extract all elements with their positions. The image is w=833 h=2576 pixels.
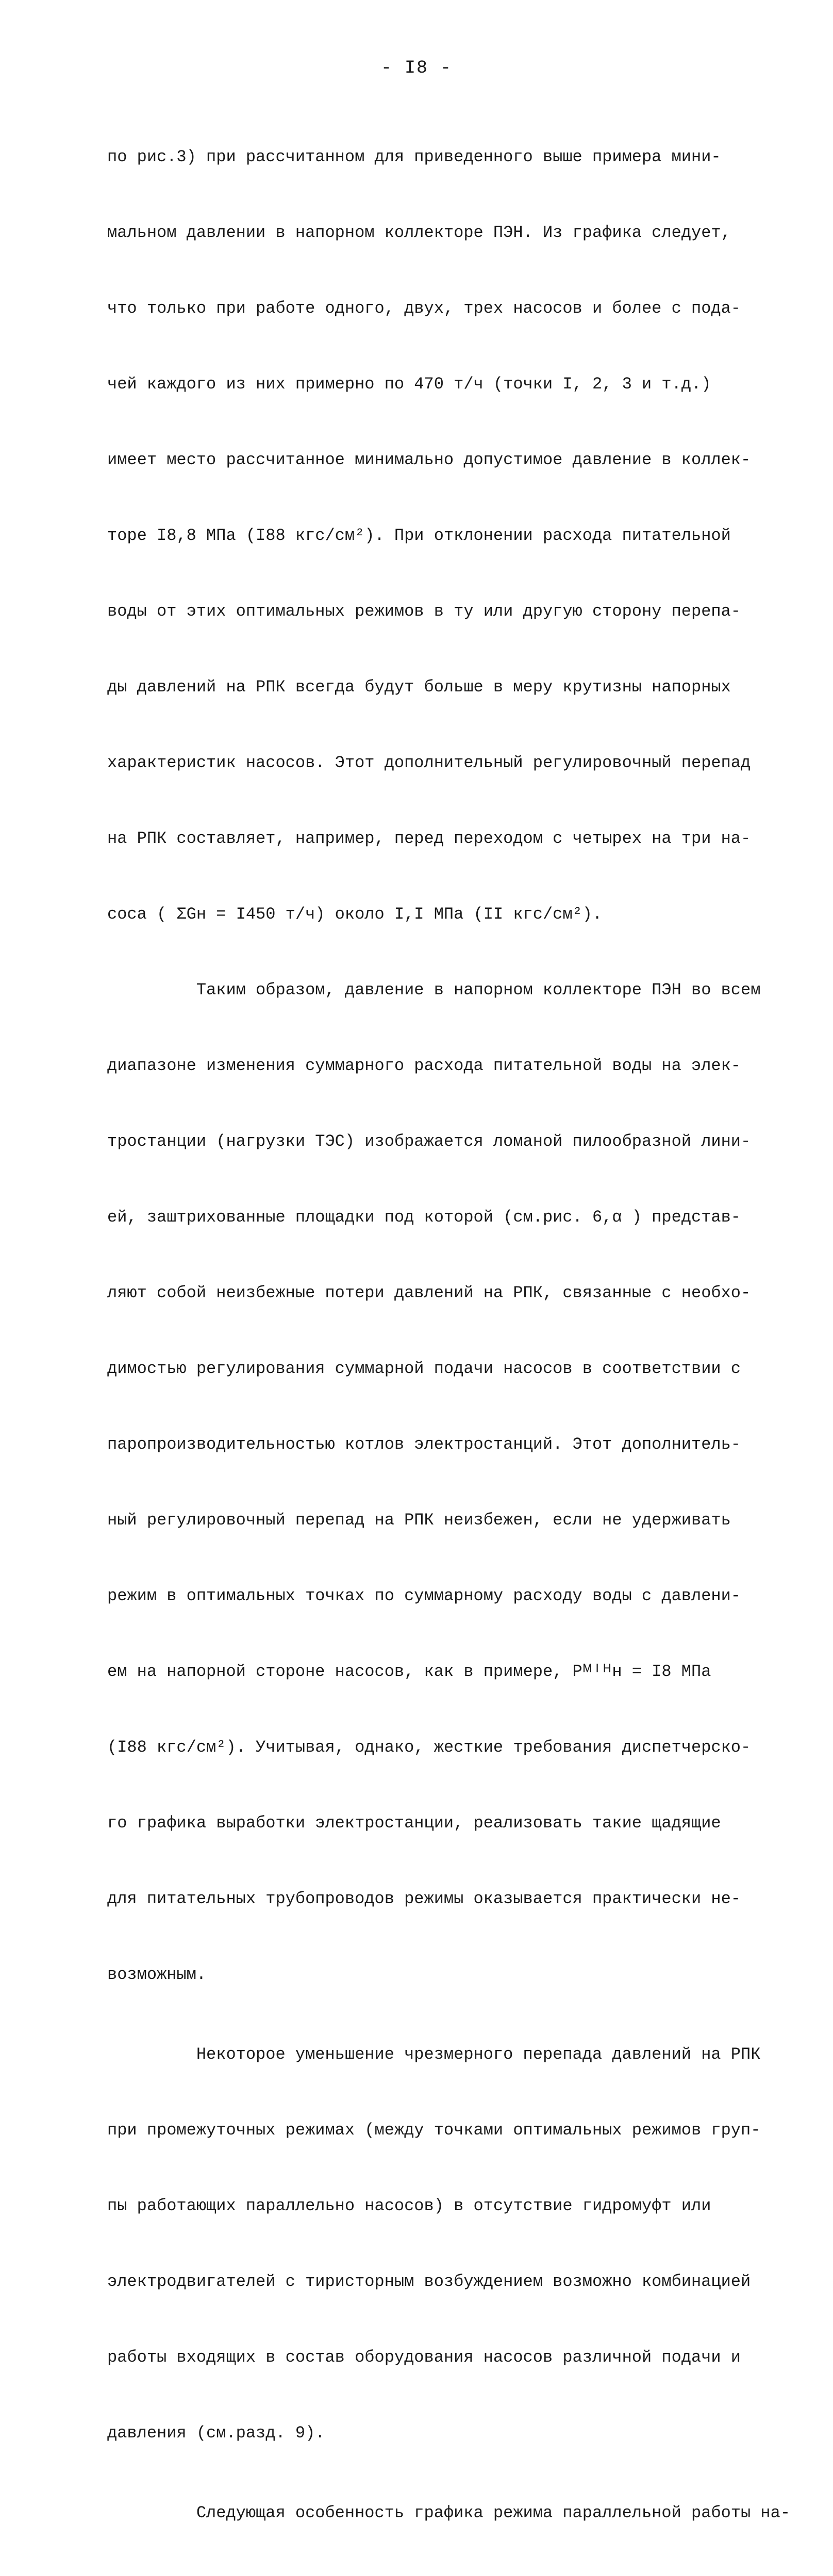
text-line: димостью регулирования суммарной подачи насосов в соответствии с <box>107 1359 741 1378</box>
text-line: что только при работе одного, двух, трех насосов и более с пода- <box>107 299 741 318</box>
text-line: для питательных трубопроводов режимы оказывается практически не- <box>107 1889 741 1908</box>
text-line: электродвигателей с тиристорным возбуждением возможно комбинацией <box>107 2272 751 2291</box>
text-line: на РПК составляет, например, перед переходом с четырех на три на- <box>107 829 751 848</box>
text-line: пы работающих параллельно насосов) в отсутствие гидромуфт или <box>107 2196 711 2215</box>
text-line: (I88 кгс/см²). Учитывая, однако, жесткие требования диспетчерско- <box>107 1738 751 1757</box>
page-number: - I8 - <box>380 58 453 78</box>
text-line: при промежуточных режимах (между точками оптимальных режимов груп- <box>107 2121 761 2140</box>
text-line: тростанции (нагрузки ТЭС) изображается ломаной пилообразной лини- <box>107 1132 751 1151</box>
text-line: паропроизводительностью котлов электростанций. Этот дополнитель- <box>107 1435 741 1454</box>
text-line: го графика выработки электростанции, реализовать такие щадящие <box>107 1814 721 1833</box>
text-line: ный регулировочный перепад на РПК неизбежен, если не удерживать <box>107 1511 731 1530</box>
text-line: диапазоне изменения суммарного расхода питательной воды на элек- <box>107 1056 741 1075</box>
text-line: воды от этих оптимальных режимов в ту или другую сторону перепа- <box>107 602 741 621</box>
text-line: ляют собой неизбежные потери давлений на РПК, связанные с необхо- <box>107 1283 751 1302</box>
text-line: ды давлений на РПК всегда будут больше в меру крутизны напорных <box>107 677 731 697</box>
text-line: возможным. <box>107 1965 207 1984</box>
text-line: чей каждого из них примерно по 470 т/ч (точки I, 2, 3 и т.д.) <box>107 375 711 394</box>
text-line: характеристик насосов. Этот дополнительный регулировочный перепад <box>107 753 751 772</box>
text-line: торе I8,8 МПа (I88 кгс/см²). При отклонении расхода питательной <box>107 526 731 545</box>
text-line: по рис.3) при рассчитанном для приведенного выше примера мини- <box>107 147 721 166</box>
text-line: ем на напорной стороне насосов, как в примере, Pᴹᴵᴴн = I8 МПа <box>107 1662 711 1681</box>
body-text <box>107 94 791 2576</box>
text-line: мальном давлении в напорном коллекторе ПЭН. Из графика следует, <box>107 223 731 242</box>
paragraph-start-line: Следующая особенность графика режима параллельной работы на- <box>107 2503 791 2522</box>
text-line: работы входящих в состав оборудования насосов различной подачи и <box>107 2348 741 2367</box>
text-line: имеет место рассчитанное минимально допустимое давление в коллек- <box>107 450 751 469</box>
paragraph-start-line: Таким образом, давление в напорном коллекторе ПЭН во всем <box>107 980 761 999</box>
text-line: соса ( ΣGн = I450 т/ч) около I,I МПа (II кгс/см²). <box>107 905 603 924</box>
paragraph-start-line: Некоторое уменьшение чрезмерного перепада давлений на РПК <box>107 2045 761 2064</box>
text-line: ей, заштрихованные площадки под которой (см.рис. 6,α ) представ- <box>107 1208 741 1227</box>
text-line: режим в оптимальных точках по суммарному расходу воды с давлени- <box>107 1586 741 1605</box>
text-line: давления (см.разд. 9). <box>107 2424 325 2443</box>
